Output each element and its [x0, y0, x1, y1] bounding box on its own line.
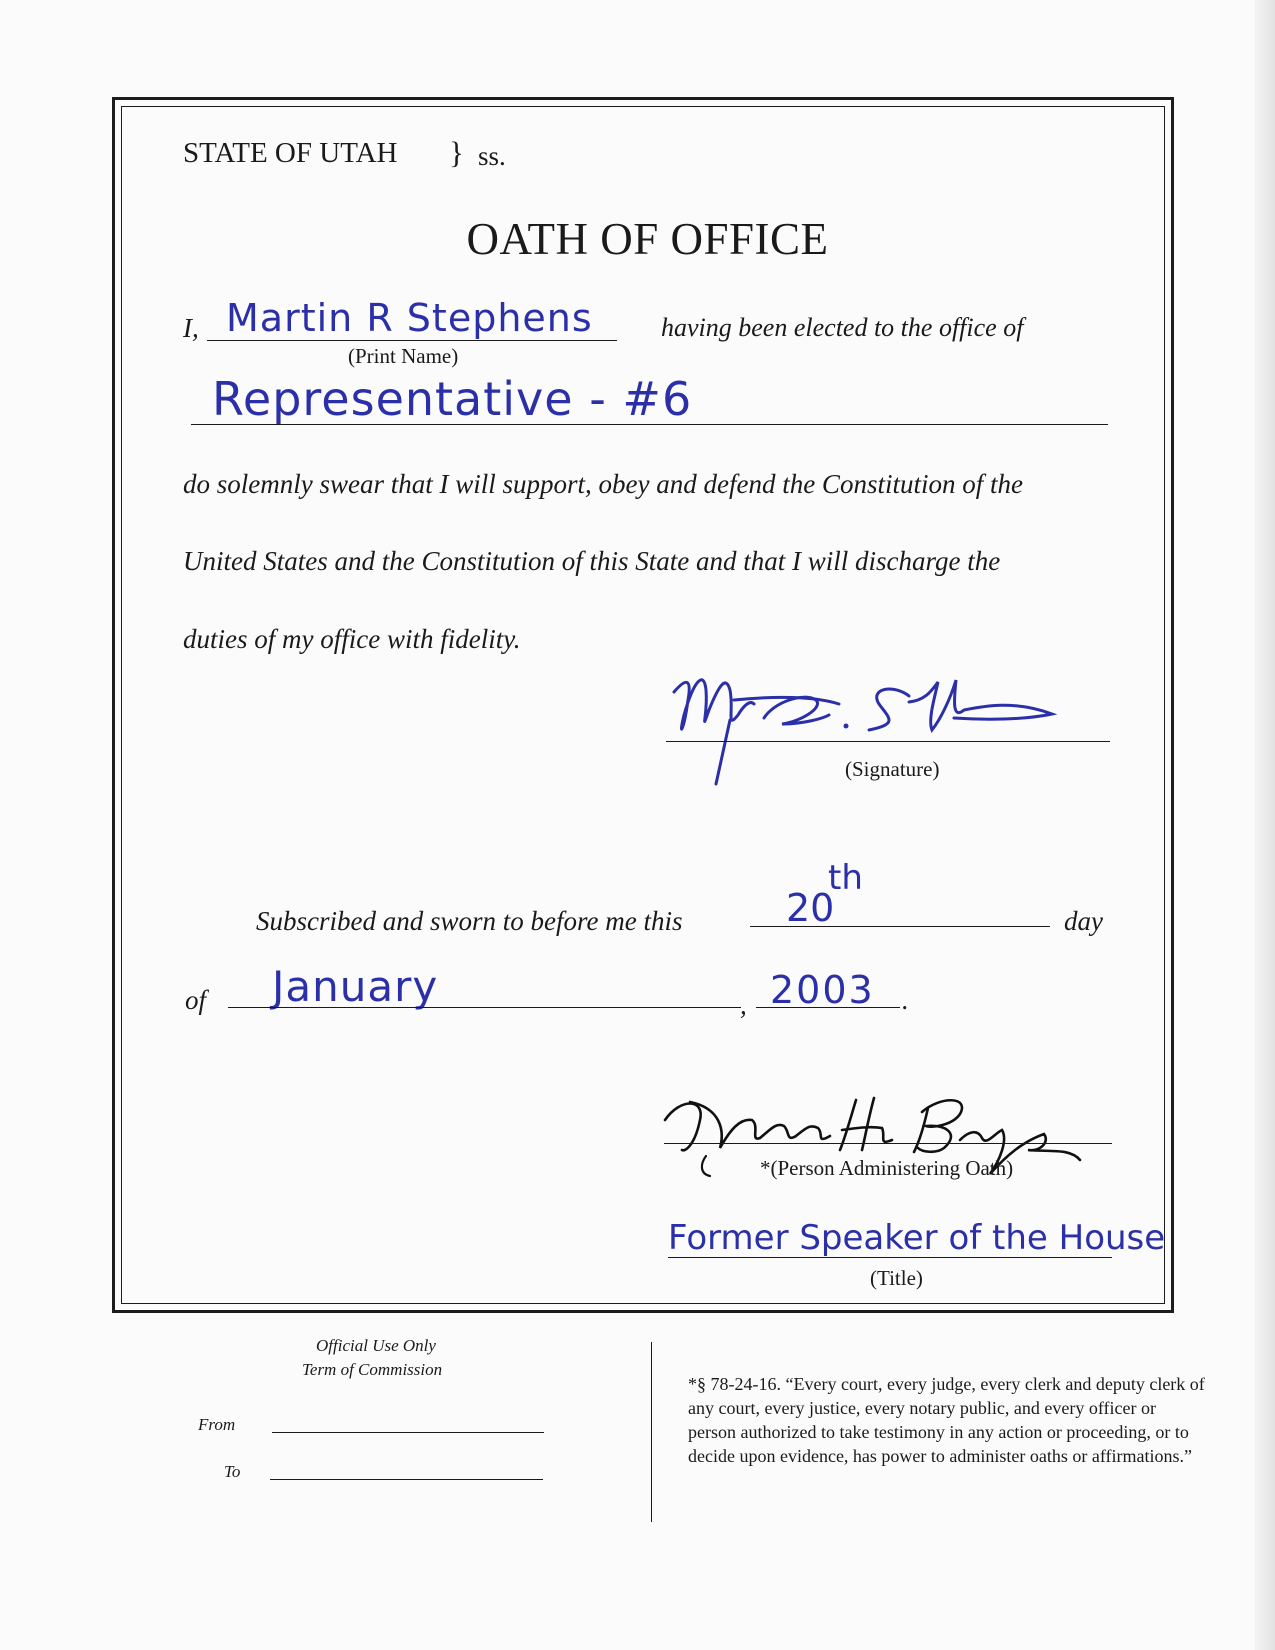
statute-footnote: *§ 78-24-16. “Every court, every judge, every clerk and deputy clerk of any court, every justice, every notary public, and every officer or person authorized to take testimony in any action or proceeding, or to decide upon evidence, has power to administer oaths or affirmations.” [688, 1374, 1205, 1466]
oath-line-2: United States and the Constitution of this State and that I will discharge the [183, 546, 1001, 576]
i-label: I, [183, 313, 199, 343]
sworn-text: Subscribed and sworn to before me this [256, 906, 683, 936]
venue-brace: } [449, 135, 464, 170]
day-field[interactable]: 20 [786, 886, 835, 930]
administrator-caption: *(Person Administering Oath) [760, 1156, 1014, 1180]
elected-text: having been elected to the office of [661, 313, 1024, 342]
administrator-title-field[interactable]: Former Speaker of the House [668, 1218, 1166, 1258]
title-underline [668, 1257, 1112, 1258]
month-underline [228, 1007, 741, 1008]
oath-line-1: do solemnly swear that I will support, obey and defend the Constitution of the [183, 469, 1023, 499]
from-line[interactable] [272, 1432, 544, 1433]
office-underline [191, 424, 1108, 425]
month-field[interactable]: January [272, 962, 439, 1011]
year-period: . [902, 985, 909, 1015]
oath-line-3: duties of my office with fidelity. [183, 624, 521, 654]
signature-line [666, 741, 1110, 742]
official-use-heading: Official Use Only [316, 1336, 436, 1355]
of-label: of [185, 985, 207, 1015]
print-name-caption: (Print Name) [348, 344, 459, 368]
signature-caption: (Signature) [845, 757, 940, 781]
office-field[interactable]: Representative - #6 [212, 372, 693, 426]
day-underline [750, 926, 1050, 927]
print-name-field[interactable]: Martin R Stephens [226, 296, 593, 340]
name-underline [207, 340, 617, 341]
state-heading: STATE OF UTAH [183, 137, 398, 169]
year-field[interactable]: 2003 [770, 968, 875, 1012]
to-line[interactable] [270, 1479, 543, 1480]
from-label: From [198, 1415, 236, 1434]
to-label: To [224, 1462, 241, 1481]
venue-ss: ss. [478, 141, 506, 171]
year-underline [756, 1007, 900, 1008]
footer-divider [651, 1342, 652, 1522]
day-suffix: th [828, 858, 863, 898]
document-title: OATH OF OFFICE [466, 214, 829, 264]
term-of-commission-heading: Term of Commission [302, 1360, 443, 1379]
title-caption: (Title) [870, 1266, 923, 1290]
day-label: day [1064, 906, 1103, 936]
month-comma: , [740, 990, 747, 1020]
administrator-signature-line [664, 1143, 1112, 1144]
